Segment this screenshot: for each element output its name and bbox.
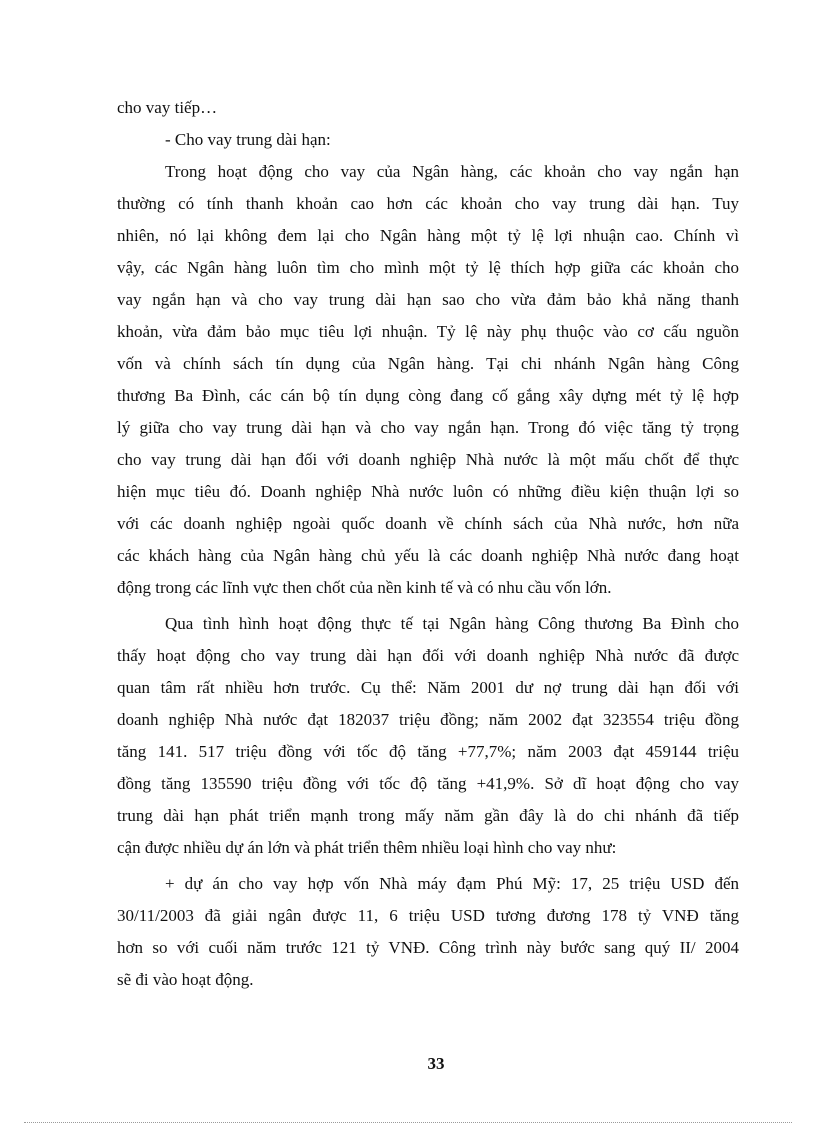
- text-line: + dự án cho vay hợp vốn Nhà máy đạm Phú Mỹ: 17, 25 triệu USD đến: [165, 874, 739, 893]
- text-line: 30/11/2003 đã giải ngân được 11, 6 triệu USD tương đương 178 tỷ VNĐ tăng: [117, 906, 739, 925]
- text-line: vậy, các Ngân hàng luôn tìm cho mình một tỷ lệ thích hợp giữa các khoản cho: [117, 258, 739, 277]
- section-heading: - Cho vay trung dài hạn:: [165, 130, 331, 149]
- text-line: hơn so với cuối năm trước 121 tỷ VNĐ. Công trình này bước sang quý II/ 2004: [117, 938, 739, 957]
- text-line: quan tâm rất nhiều hơn trước. Cụ thể: Năm 2001 dư nợ trung dài hạn đối với: [117, 678, 739, 697]
- text-line: cho vay trung dài hạn đối với doanh nghiệp Nhà nước là một mấu chốt để thực: [117, 450, 739, 469]
- text-line: các khách hàng của Ngân hàng chủ yếu là các doanh nghiệp Nhà nước đang hoạt: [117, 546, 739, 565]
- text-line: nhiên, nó lại không đem lại cho Ngân hàng một tỷ lệ lợi nhuận cao. Chính vì: [117, 226, 739, 245]
- text-line: trung dài hạn phát triển mạnh trong mấy năm gần đây là do chi nhánh đã tiếp: [117, 806, 739, 825]
- text-line: đồng tăng 135590 triệu đồng với tốc độ tăng +41,9%. Sở dĩ hoạt động cho vay: [117, 774, 739, 793]
- text-line: Qua tình hình hoạt động thực tế tại Ngân hàng Công thương Ba Đình cho: [165, 614, 739, 633]
- text-line: với các doanh nghiệp ngoài quốc doanh về chính sách của Nhà nước, hơn nữa: [117, 514, 739, 533]
- text-line: hiện mục tiêu đó. Doanh nghiệp Nhà nước luôn có những điều kiện thuận lợi so: [117, 482, 739, 501]
- text-line: lý giữa cho vay trung dài hạn và cho vay ngắn hạn. Trong đó việc tăng tỷ trọng: [117, 418, 739, 437]
- text-line: khoản, vừa đảm bảo mục tiêu lợi nhuận. Tỷ lệ này phụ thuộc vào cơ cấu nguồn: [117, 322, 739, 341]
- text-line: sẽ đi vào hoạt động.: [117, 970, 254, 989]
- text-line: doanh nghiệp Nhà nước đạt 182037 triệu đồng; năm 2002 đạt 323554 triệu đồng: [117, 710, 739, 729]
- text-line: cho vay tiếp…: [117, 98, 218, 117]
- text-line: vay ngắn hạn và cho vay trung dài hạn sao cho vừa đảm bảo khả năng thanh: [117, 290, 739, 309]
- text-line: thương Ba Đình, các cán bộ tín dụng còng đang cố gắng xây dựng mét tỷ lệ hợp: [117, 386, 739, 405]
- text-line: Trong hoạt động cho vay của Ngân hàng, các khoản cho vay ngắn hạn: [165, 162, 739, 181]
- text-line: thấy hoạt động cho vay trung dài hạn đối với doanh nghiệp Nhà nước đã được: [117, 646, 739, 665]
- text-line: tăng 141. 517 triệu đồng với tốc độ tăng +77,7%; năm 2003 đạt 459144 triệu: [117, 742, 739, 761]
- page-number: 33: [427, 1054, 445, 1073]
- text-line: cận được nhiều dự án lớn và phát triển thêm nhiều loại hình cho vay như:: [117, 838, 617, 857]
- text-line: vốn và chính sách tín dụng của Ngân hàng. Tại chi nhánh Ngân hàng Công: [117, 354, 739, 373]
- text-line: động trong các lĩnh vực then chốt của nền kinh tế và có nhu cầu vốn lớn.: [117, 578, 612, 597]
- text-line: thường có tính thanh khoản cao hơn các khoản cho vay trung dài hạn. Tuy: [117, 194, 739, 213]
